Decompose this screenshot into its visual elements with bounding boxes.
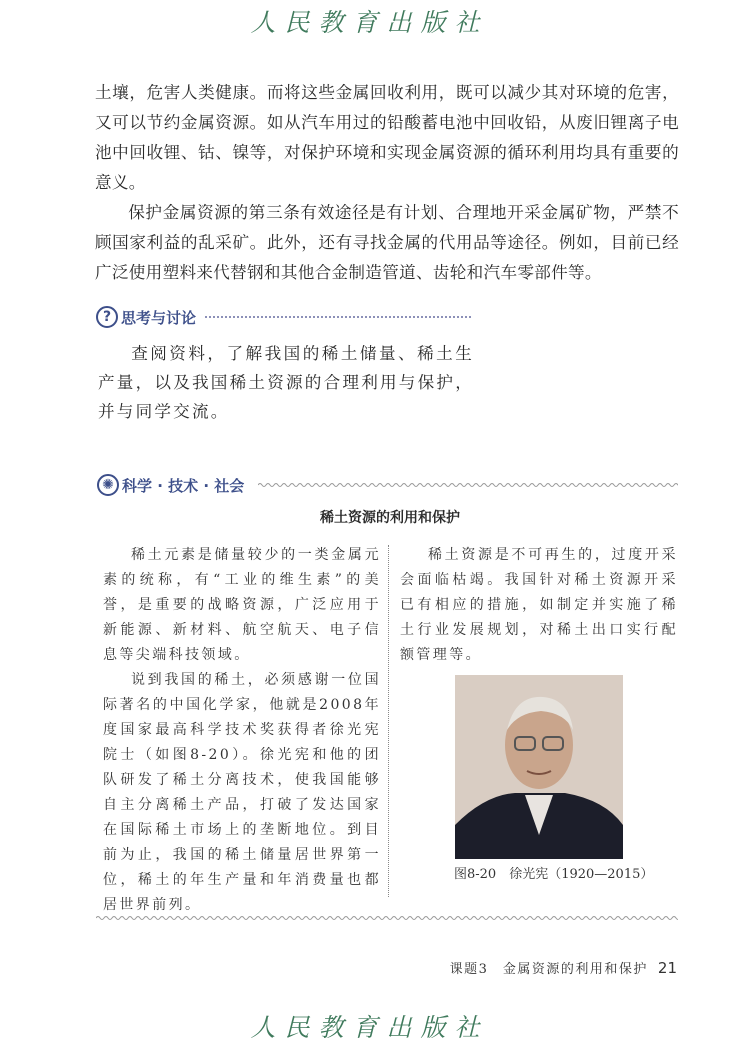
publisher-logo-bottom: 人民教育出版社 bbox=[250, 1013, 489, 1042]
sts-heading bbox=[97, 474, 244, 496]
box-title: 稀土资源的利用和保护 bbox=[320, 510, 460, 526]
discussion-heading-label: 思考与讨论 bbox=[121, 308, 197, 327]
page-footer bbox=[450, 958, 677, 977]
main-text bbox=[95, 78, 679, 288]
right-column bbox=[400, 543, 678, 668]
discussion-paragraph: 查阅资料，了解我国的稀土储量、稀土生产量，以及我国稀土资源的合理利用与保护，并与同学交流。 bbox=[98, 344, 474, 421]
figure-caption: 图8-20 徐光宪（1920—2015） bbox=[454, 867, 654, 882]
atom-icon: ✺ bbox=[97, 474, 119, 496]
discussion-text bbox=[98, 339, 474, 426]
paragraph: 稀土资源是不可再生的，过度开采会面临枯竭。我国针对稀土资源开采已有相应的措施，如制定并实施了稀土行业发展规划，对稀土出口实行配额管理等。 bbox=[400, 547, 678, 663]
paragraph: 说到我国的稀土，必须感谢一位国际著名的中国化学家，他就是2008年度国家最高科学技术奖获得者徐光宪院士（如图8-20）。徐光宪和他的团队研发了稀土分离技术，使我国能够自主分离稀土产品，打破了发达国家在国际稀土市场上的垄断地位。到目前为止，我国的稀土储量居世界第一位，稀土的年生产量和年消费量也都居世界前列。 bbox=[103, 672, 381, 913]
paragraph: 土壤，危害人类健康。而将这些金属回收利用，既可以减少其对环境的危害，又可以节约金属资源。如从汽车用过的铅酸蓄电池中回收铅，从废旧锂离子电池中回收锂、钴、镍等，对保护环境和实现金属资源的循环利用均具有重要的意义。 bbox=[95, 83, 679, 192]
publisher-logo-top: 人民教育出版社 bbox=[250, 8, 489, 37]
column-divider bbox=[388, 545, 389, 897]
wavy-divider-bottom bbox=[96, 915, 678, 921]
paragraph: 保护金属资源的第三条有效途径是有计划、合理地开采金属矿物，严禁不顾国家利益的乱采矿。此外，还有寻找金属的代用品等途径。例如，目前已经广泛使用塑料来代替钢和其他合金制造管道、齿轮和汽车零部件等。 bbox=[95, 203, 679, 282]
discussion-heading bbox=[96, 306, 196, 328]
left-column bbox=[103, 543, 381, 918]
page-number: 21 bbox=[657, 959, 677, 977]
chapter-title: 课题3 金属资源的利用和保护 bbox=[449, 962, 648, 977]
question-circle-icon: ? bbox=[96, 306, 118, 328]
sts-heading-label: 科学 · 技术 · 社会 bbox=[122, 476, 245, 495]
portrait-photo bbox=[455, 675, 623, 859]
dotted-divider bbox=[205, 316, 471, 318]
wavy-divider bbox=[258, 482, 678, 488]
paragraph: 稀土元素是储量较少的一类金属元素的统称，有“工业的维生素”的美誉，是重要的战略资源，广泛应用于新能源、新材料、航空航天、电子信息等尖端科技领域。 bbox=[103, 547, 381, 663]
